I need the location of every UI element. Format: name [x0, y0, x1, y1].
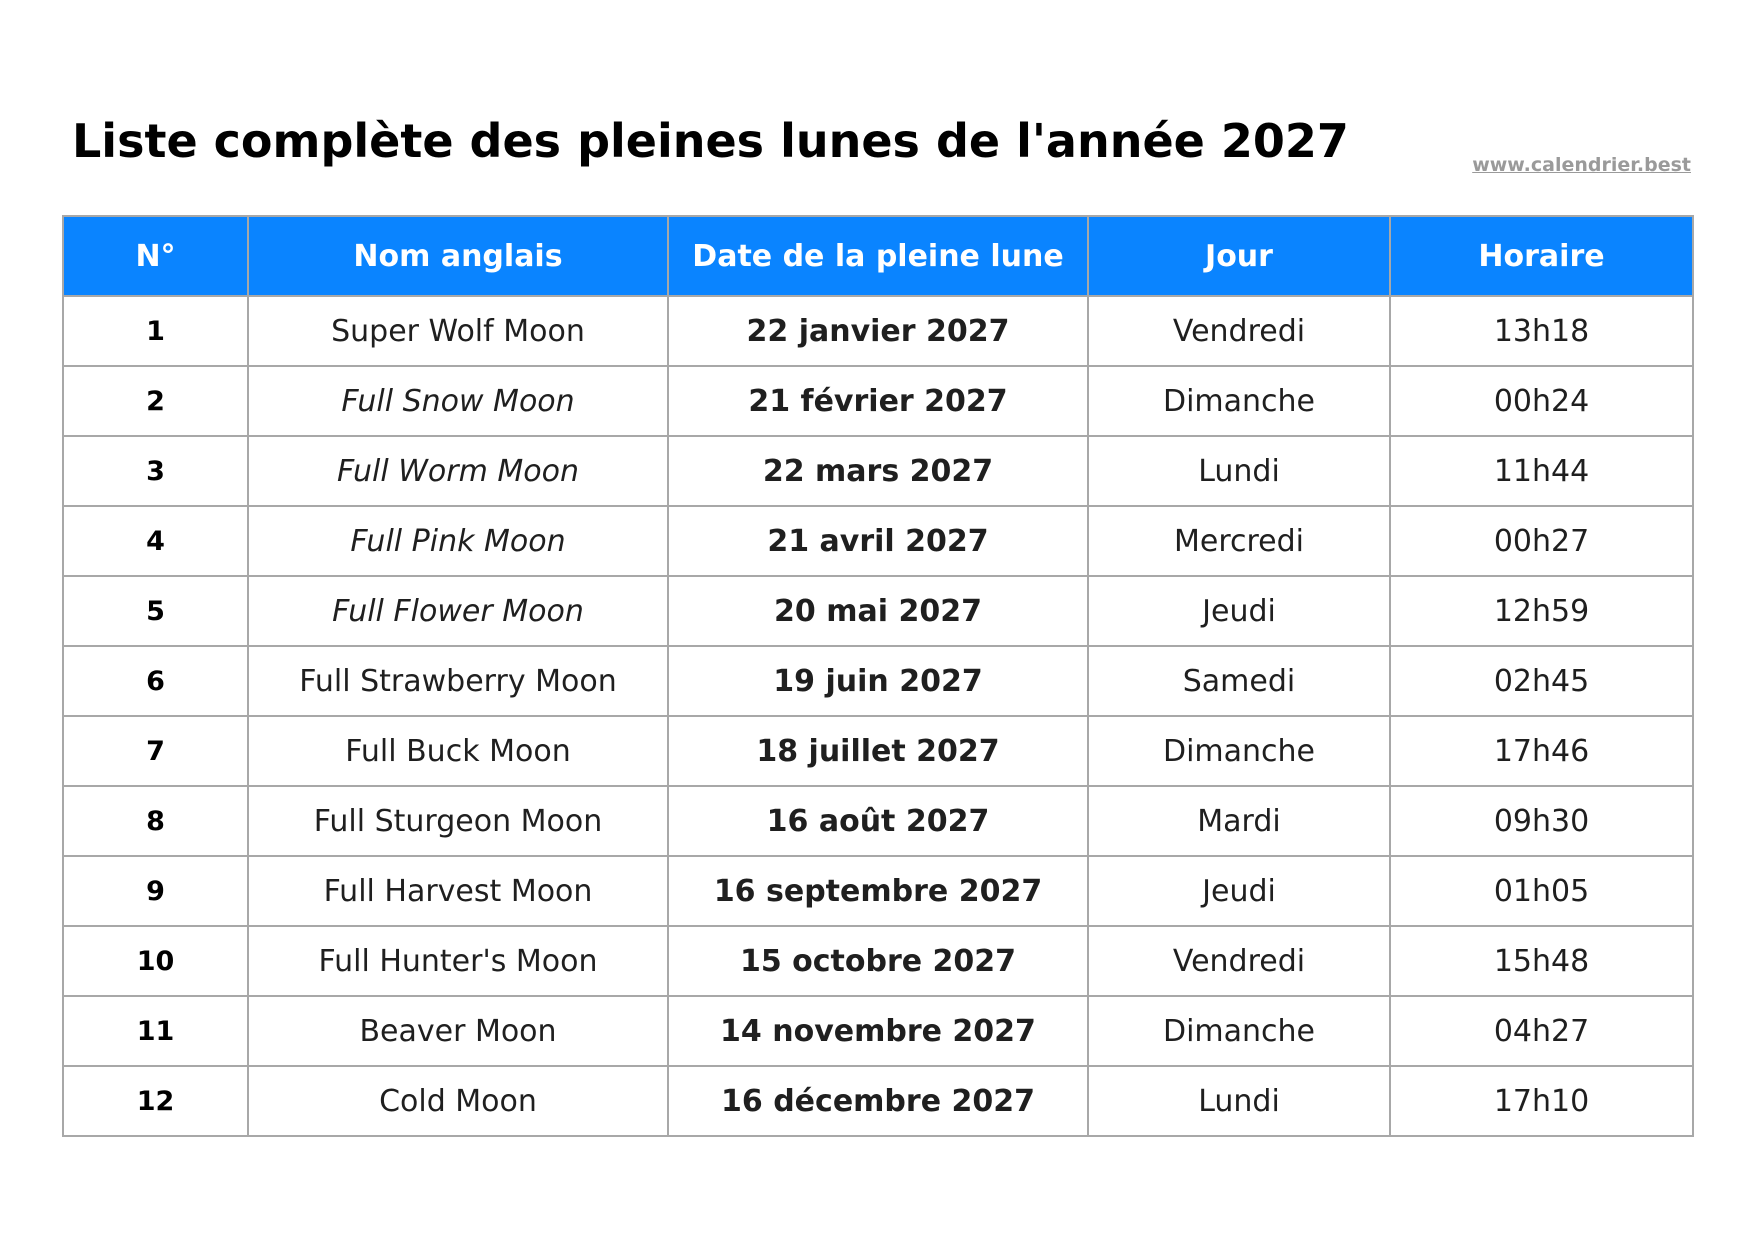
row-num: 10 — [63, 926, 248, 996]
table-body — [63, 296, 1693, 1136]
row-name: Full Pink Moon — [248, 506, 668, 576]
row-time: 00h24 — [1390, 366, 1693, 436]
row-name: Full Hunter's Moon — [248, 926, 668, 996]
row-num: 1 — [63, 296, 248, 366]
row-num: 6 — [63, 646, 248, 716]
table-header — [63, 216, 1693, 296]
row-name: Full Strawberry Moon — [248, 646, 668, 716]
row-day: Vendredi — [1088, 296, 1390, 366]
row-time: 17h46 — [1390, 716, 1693, 786]
full-moons-table — [62, 215, 1694, 1137]
row-num: 3 — [63, 436, 248, 506]
row-date: 19 juin 2027 — [668, 646, 1088, 716]
row-date: 14 novembre 2027 — [668, 996, 1088, 1066]
row-date: 16 décembre 2027 — [668, 1066, 1088, 1136]
row-num: 11 — [63, 996, 248, 1066]
table-row — [63, 366, 1693, 436]
row-num: 7 — [63, 716, 248, 786]
row-num: 8 — [63, 786, 248, 856]
row-num: 4 — [63, 506, 248, 576]
row-day: Mercredi — [1088, 506, 1390, 576]
row-time: 12h59 — [1390, 576, 1693, 646]
table-row — [63, 646, 1693, 716]
row-name: Full Snow Moon — [248, 366, 668, 436]
row-num: 9 — [63, 856, 248, 926]
row-day: Jeudi — [1088, 856, 1390, 926]
row-day: Samedi — [1088, 646, 1390, 716]
table-row — [63, 996, 1693, 1066]
row-num: 2 — [63, 366, 248, 436]
header-row — [63, 216, 1693, 296]
row-time: 15h48 — [1390, 926, 1693, 996]
row-time: 00h27 — [1390, 506, 1693, 576]
table-row — [63, 716, 1693, 786]
row-date: 16 août 2027 — [668, 786, 1088, 856]
table-row — [63, 926, 1693, 996]
row-date: 22 mars 2027 — [668, 436, 1088, 506]
row-time: 02h45 — [1390, 646, 1693, 716]
row-day: Dimanche — [1088, 366, 1390, 436]
website-link[interactable]: www.calendrier.best — [1472, 154, 1691, 176]
row-day: Dimanche — [1088, 716, 1390, 786]
row-time: 17h10 — [1390, 1066, 1693, 1136]
row-time: 09h30 — [1390, 786, 1693, 856]
row-time: 11h44 — [1390, 436, 1693, 506]
row-day: Vendredi — [1088, 926, 1390, 996]
row-name: Full Flower Moon — [248, 576, 668, 646]
row-day: Lundi — [1088, 1066, 1390, 1136]
table-row — [63, 856, 1693, 926]
row-date: 18 juillet 2027 — [668, 716, 1088, 786]
row-time: 13h18 — [1390, 296, 1693, 366]
row-date: 20 mai 2027 — [668, 576, 1088, 646]
row-day: Dimanche — [1088, 996, 1390, 1066]
row-date: 21 avril 2027 — [668, 506, 1088, 576]
table-row — [63, 436, 1693, 506]
row-name: Full Buck Moon — [248, 716, 668, 786]
row-name: Full Worm Moon — [248, 436, 668, 506]
table-row — [63, 296, 1693, 366]
table-row — [63, 786, 1693, 856]
row-date: 22 janvier 2027 — [668, 296, 1088, 366]
row-time: 01h05 — [1390, 856, 1693, 926]
table-row — [63, 1066, 1693, 1136]
row-name: Beaver Moon — [248, 996, 668, 1066]
row-time: 04h27 — [1390, 996, 1693, 1066]
header-day: Jour — [1088, 216, 1390, 296]
row-name: Full Harvest Moon — [248, 856, 668, 926]
header-time: Horaire — [1390, 216, 1693, 296]
row-day: Jeudi — [1088, 576, 1390, 646]
row-num: 12 — [63, 1066, 248, 1136]
row-date: 15 octobre 2027 — [668, 926, 1088, 996]
row-name: Cold Moon — [248, 1066, 668, 1136]
header-name: Nom anglais — [248, 216, 668, 296]
header-date: Date de la pleine lune — [668, 216, 1088, 296]
row-date: 21 février 2027 — [668, 366, 1088, 436]
row-name: Full Sturgeon Moon — [248, 786, 668, 856]
header-num: N° — [63, 216, 248, 296]
table-row — [63, 576, 1693, 646]
page-title: Liste complète des pleines lunes de l'année 2027 — [72, 114, 1349, 168]
row-day: Mardi — [1088, 786, 1390, 856]
row-day: Lundi — [1088, 436, 1390, 506]
row-name: Super Wolf Moon — [248, 296, 668, 366]
table-row — [63, 506, 1693, 576]
row-date: 16 septembre 2027 — [668, 856, 1088, 926]
row-num: 5 — [63, 576, 248, 646]
